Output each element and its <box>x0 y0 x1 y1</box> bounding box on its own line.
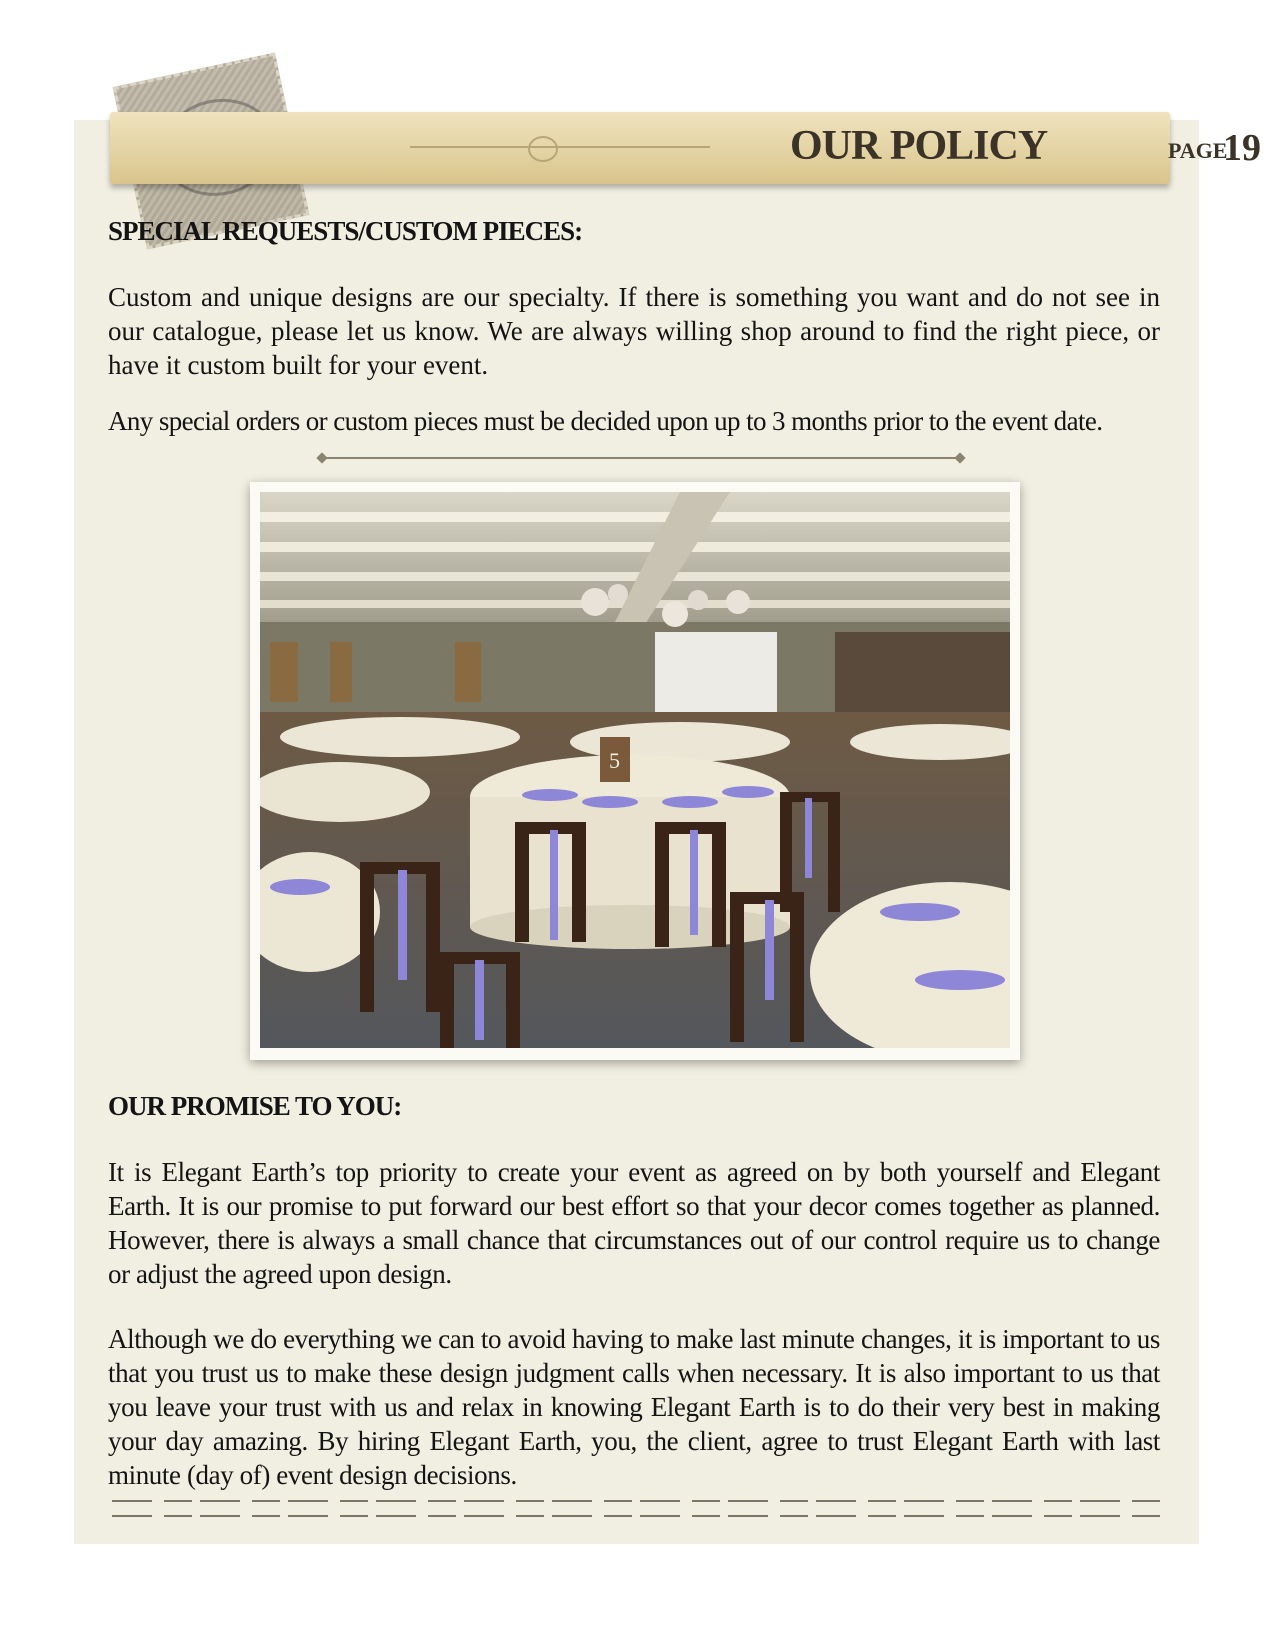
photo-frame <box>250 482 1020 1060</box>
header-banner <box>110 112 1261 184</box>
page-number: 19 <box>1223 127 1261 169</box>
table-number-label: 5 <box>609 748 620 773</box>
special-requests-paragraph-1: Custom and unique designs are our specialty. If there is something you want and do not see in our catalogue, please let us know. We are always willing shop around to find the right piece, or have it custom built for your event. <box>108 282 1160 380</box>
section-heading-special-requests: SPECIAL REQUESTS/CUSTOM PIECES: <box>108 216 583 246</box>
bottom-rule-bottom <box>112 1515 1162 1517</box>
section-heading-our-promise: OUR PROMISE TO YOU: <box>108 1091 402 1121</box>
page-title: OUR POLICY <box>790 123 1048 169</box>
flourish-icon <box>528 136 558 162</box>
flourish-line <box>410 146 710 148</box>
special-requests-paragraph-2: Any special orders or custom pieces must be decided upon up to 3 months prior to the event date. <box>108 406 1103 436</box>
page-label: PAGE <box>1168 138 1228 163</box>
banquet-hall-photo <box>260 492 1010 1048</box>
promise-paragraph-2: Although we do everything we can to avoid having to make last minute changes, it is important to us that you trust us to make these design judgment calls when necessary. It is also important to us that you leave your trust with us and relax in knowing Elegant Earth is to do their very best in making your day amazing. By hiring Elegant Earth, you, the client, agree to trust Elegant Earth with last minute (day of) event design decisions. <box>108 1324 1160 1490</box>
promise-paragraph-1: It is Elegant Earth’s top priority to create your event as agreed on by both yourself and Elegant Earth. It is our promise to put forward our best effort so that your decor comes together as planned. However, there is always a small chance that circumstances out of our control require us to change or adjust the agreed upon design. <box>108 1157 1160 1289</box>
bottom-rule-top <box>112 1500 1162 1502</box>
section-divider <box>322 457 960 459</box>
